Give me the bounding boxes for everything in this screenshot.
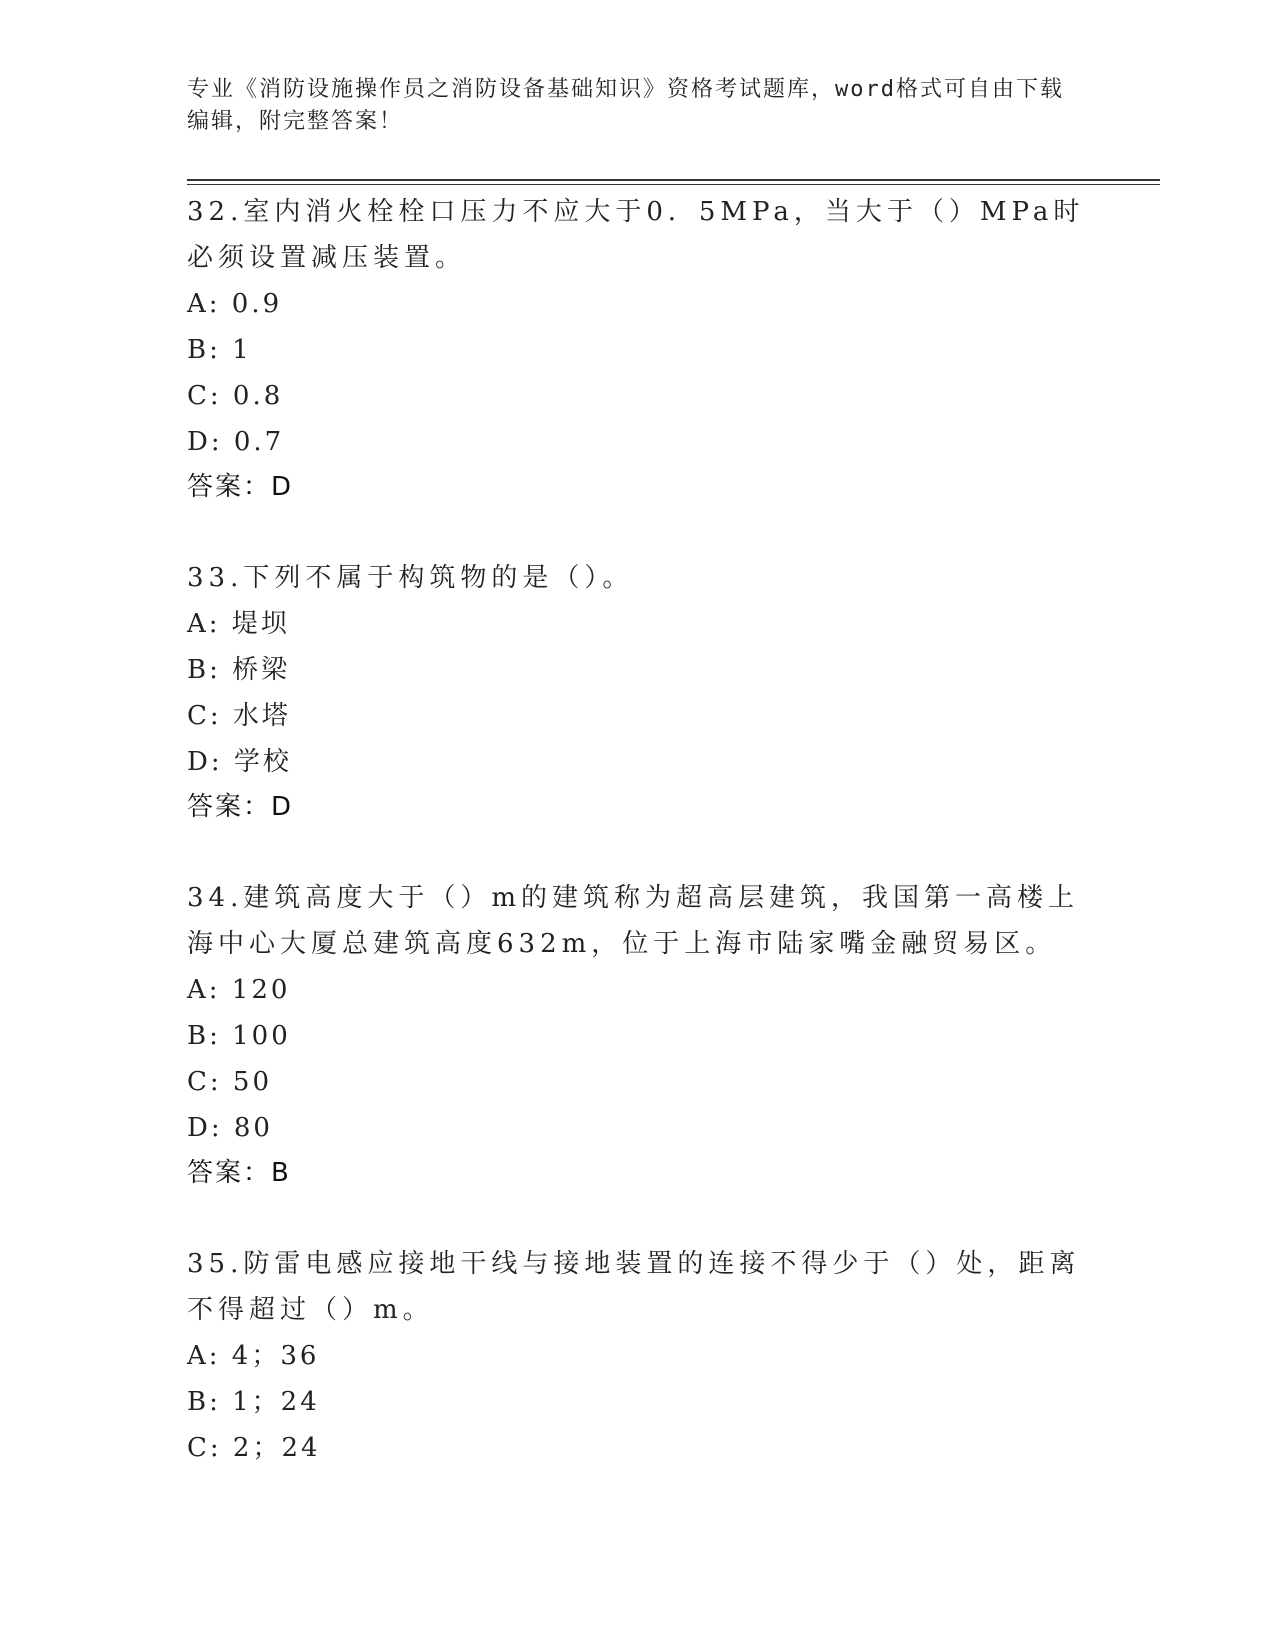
- question-list: [187, 189, 1087, 1517]
- document-header: 专业《消防设施操作员之消防设备基础知识》资格考试题库，word格式可自由下载编辑，附完整答案！: [187, 77, 1064, 134]
- answer-label: 答案：D: [187, 472, 294, 502]
- option-b: B: 1；24: [187, 1387, 320, 1417]
- option-d: D: 80: [187, 1113, 273, 1143]
- option-c: C: 2；24: [187, 1433, 321, 1463]
- header-rule-thin: [187, 184, 1160, 185]
- question-text: 34.建筑高度大于（）m的建筑称为超高层建筑，我国第一高楼上海中心大厦总建筑高度632m，位于上海市陆家嘴金融贸易区。: [187, 883, 1080, 959]
- option-d: D: 学校: [187, 747, 292, 777]
- option-a: A: 0.9: [187, 289, 283, 319]
- answer-label: 答案：D: [187, 792, 294, 822]
- question-34: [187, 875, 1087, 1195]
- question-32: [187, 189, 1087, 509]
- header-rule-thick: [187, 179, 1160, 181]
- question-text: 32.室内消火栓栓口压力不应大于0．5MPa，当大于（）MPa时必须设置减压装置。: [187, 197, 1085, 273]
- option-a: A: 120: [187, 975, 291, 1005]
- option-b: B: 100: [187, 1021, 291, 1051]
- option-a: A: 堤坝: [187, 609, 290, 639]
- question-33: [187, 555, 1087, 829]
- question-text: 35.防雷电感应接地干线与接地装置的连接不得少于（）处，距离不得超过（）m。: [187, 1249, 1081, 1325]
- option-a: A: 4；36: [187, 1341, 320, 1371]
- option-b: B: 1: [187, 335, 252, 365]
- option-c: C: 0.8: [187, 381, 284, 411]
- option-c: C: 水塔: [187, 701, 291, 731]
- option-b: B: 桥梁: [187, 655, 291, 685]
- question-text: 33.下列不属于构筑物的是（）。: [187, 563, 634, 593]
- answer-label: 答案：B: [187, 1158, 291, 1188]
- option-d: D: 0.7: [187, 427, 285, 457]
- question-35: [187, 1241, 1087, 1471]
- option-c: C: 50: [187, 1067, 273, 1097]
